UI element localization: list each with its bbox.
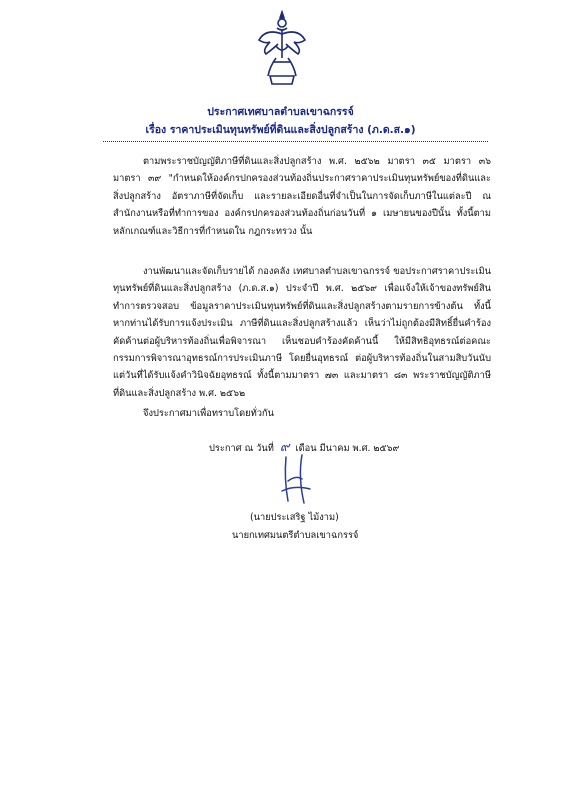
closing-line: จึงประกาศมาเพื่อทราบโดยทั่วกัน — [143, 408, 274, 419]
announcement-subject: เรื่อง ราคาประเมินทุนทรัพย์ที่ดินและสิ่งปลูกสร้าง (ภ.ด.ส.๑) — [145, 124, 416, 136]
signatory-position: นายกเทศมนตรีตำบลเขาฉกรรจ์ — [232, 530, 359, 541]
date-suffix: เดือน มีนาคม พ.ศ. ๒๕๖๙ — [295, 443, 400, 454]
body-paragraph-1: ตามพระราชบัญญัติภาษีที่ดินและสิ่งปลูกสร้าง พ.ศ. ๒๕๖๒ มาตรา ๓๕ มาตรา ๓๖ มาตรา ๓๙ "กำหนดให้องค์กรปกครองส่วนท้องถิ่นประกาศราคาประเมินทุนทรัพย์ของที่ดินและสิ่งปลูกสร้าง อัตราภาษีที่จัดเก็บ และรายละเอียดอื่นที่จำเป็นในการจัดเก็บภาษีในแต่ละปี ณ สำนักงานหรือที่ทำการของ องค์กรปกครองส่วนท้องถิ่นก่อนวันที่ ๑ เมษายนของปีนั้น ทั้งนี้ตามหลักเกณฑ์และวิธีการที่กำหนดใน กฎกระทรวง นั้น — [113, 156, 491, 237]
garuda-emblem-icon — [256, 10, 308, 88]
signature-icon — [272, 451, 320, 505]
date-day-handwritten: ๙ — [279, 440, 290, 455]
dotted-divider — [103, 141, 488, 142]
announcement-issuer: ประกาศเทศบาลตำบลเขาฉกรรจ์ — [207, 106, 354, 118]
body-paragraph-2: งานพัฒนาและจัดเก็บรายได้ กองคลัง เทศบาลตำบลเขาฉกรรจ์ ขอประกาศราคาประเมิน ทุนทรัพย์ที่ดินและสิ่งปลูกสร้าง (ภ.ด.ส.๑) ประจำปี พ.ศ. ๒๕๖๙ เพื่อแจ้งให้เจ้าของทรัพย์สินทำการตรวจสอบ ข้อมูลราคาประเมินทุนทรัพย์ที่ดินและสิ่งปลูกสร้างตามรายการข้างต้น ทั้งนี้ หากท่านได้รับการแจ้งประเมิน ภาษีที่ดินและสิ่งปลูกสร้างแล้ว เห็นว่าไม่ถูกต้องมีสิทธิ์ยื่นคำร้องคัดค้านต่อผู้บริหารท้องถิ่นเพื่อพิจารณา เห็นชอบคำร้องคัดค้านนี้ ให้มีสิทธิอุทธรณ์ต่อคณะกรรมการพิจารณาอุทธรณ์การประเมินภาษี โดยยื่นอุทธรณ์ ต่อผู้บริหารท้องถิ่นในสามสิบวันนับแต่วันที่ได้รับแจ้งคำวินิจฉัยอุทธรณ์ ทั้งนี้ตามมาตรา ๗๓ และมาตรา ๘๓ พระราชบัญญัติภาษีที่ดินและสิ่งปลูกสร้าง พ.ศ. ๒๕๖๒ — [113, 266, 491, 399]
signatory-name: (นายประเสริฐ ไม้งาม) — [250, 512, 339, 523]
date-prefix: ประกาศ ณ วันที่ — [209, 443, 274, 454]
